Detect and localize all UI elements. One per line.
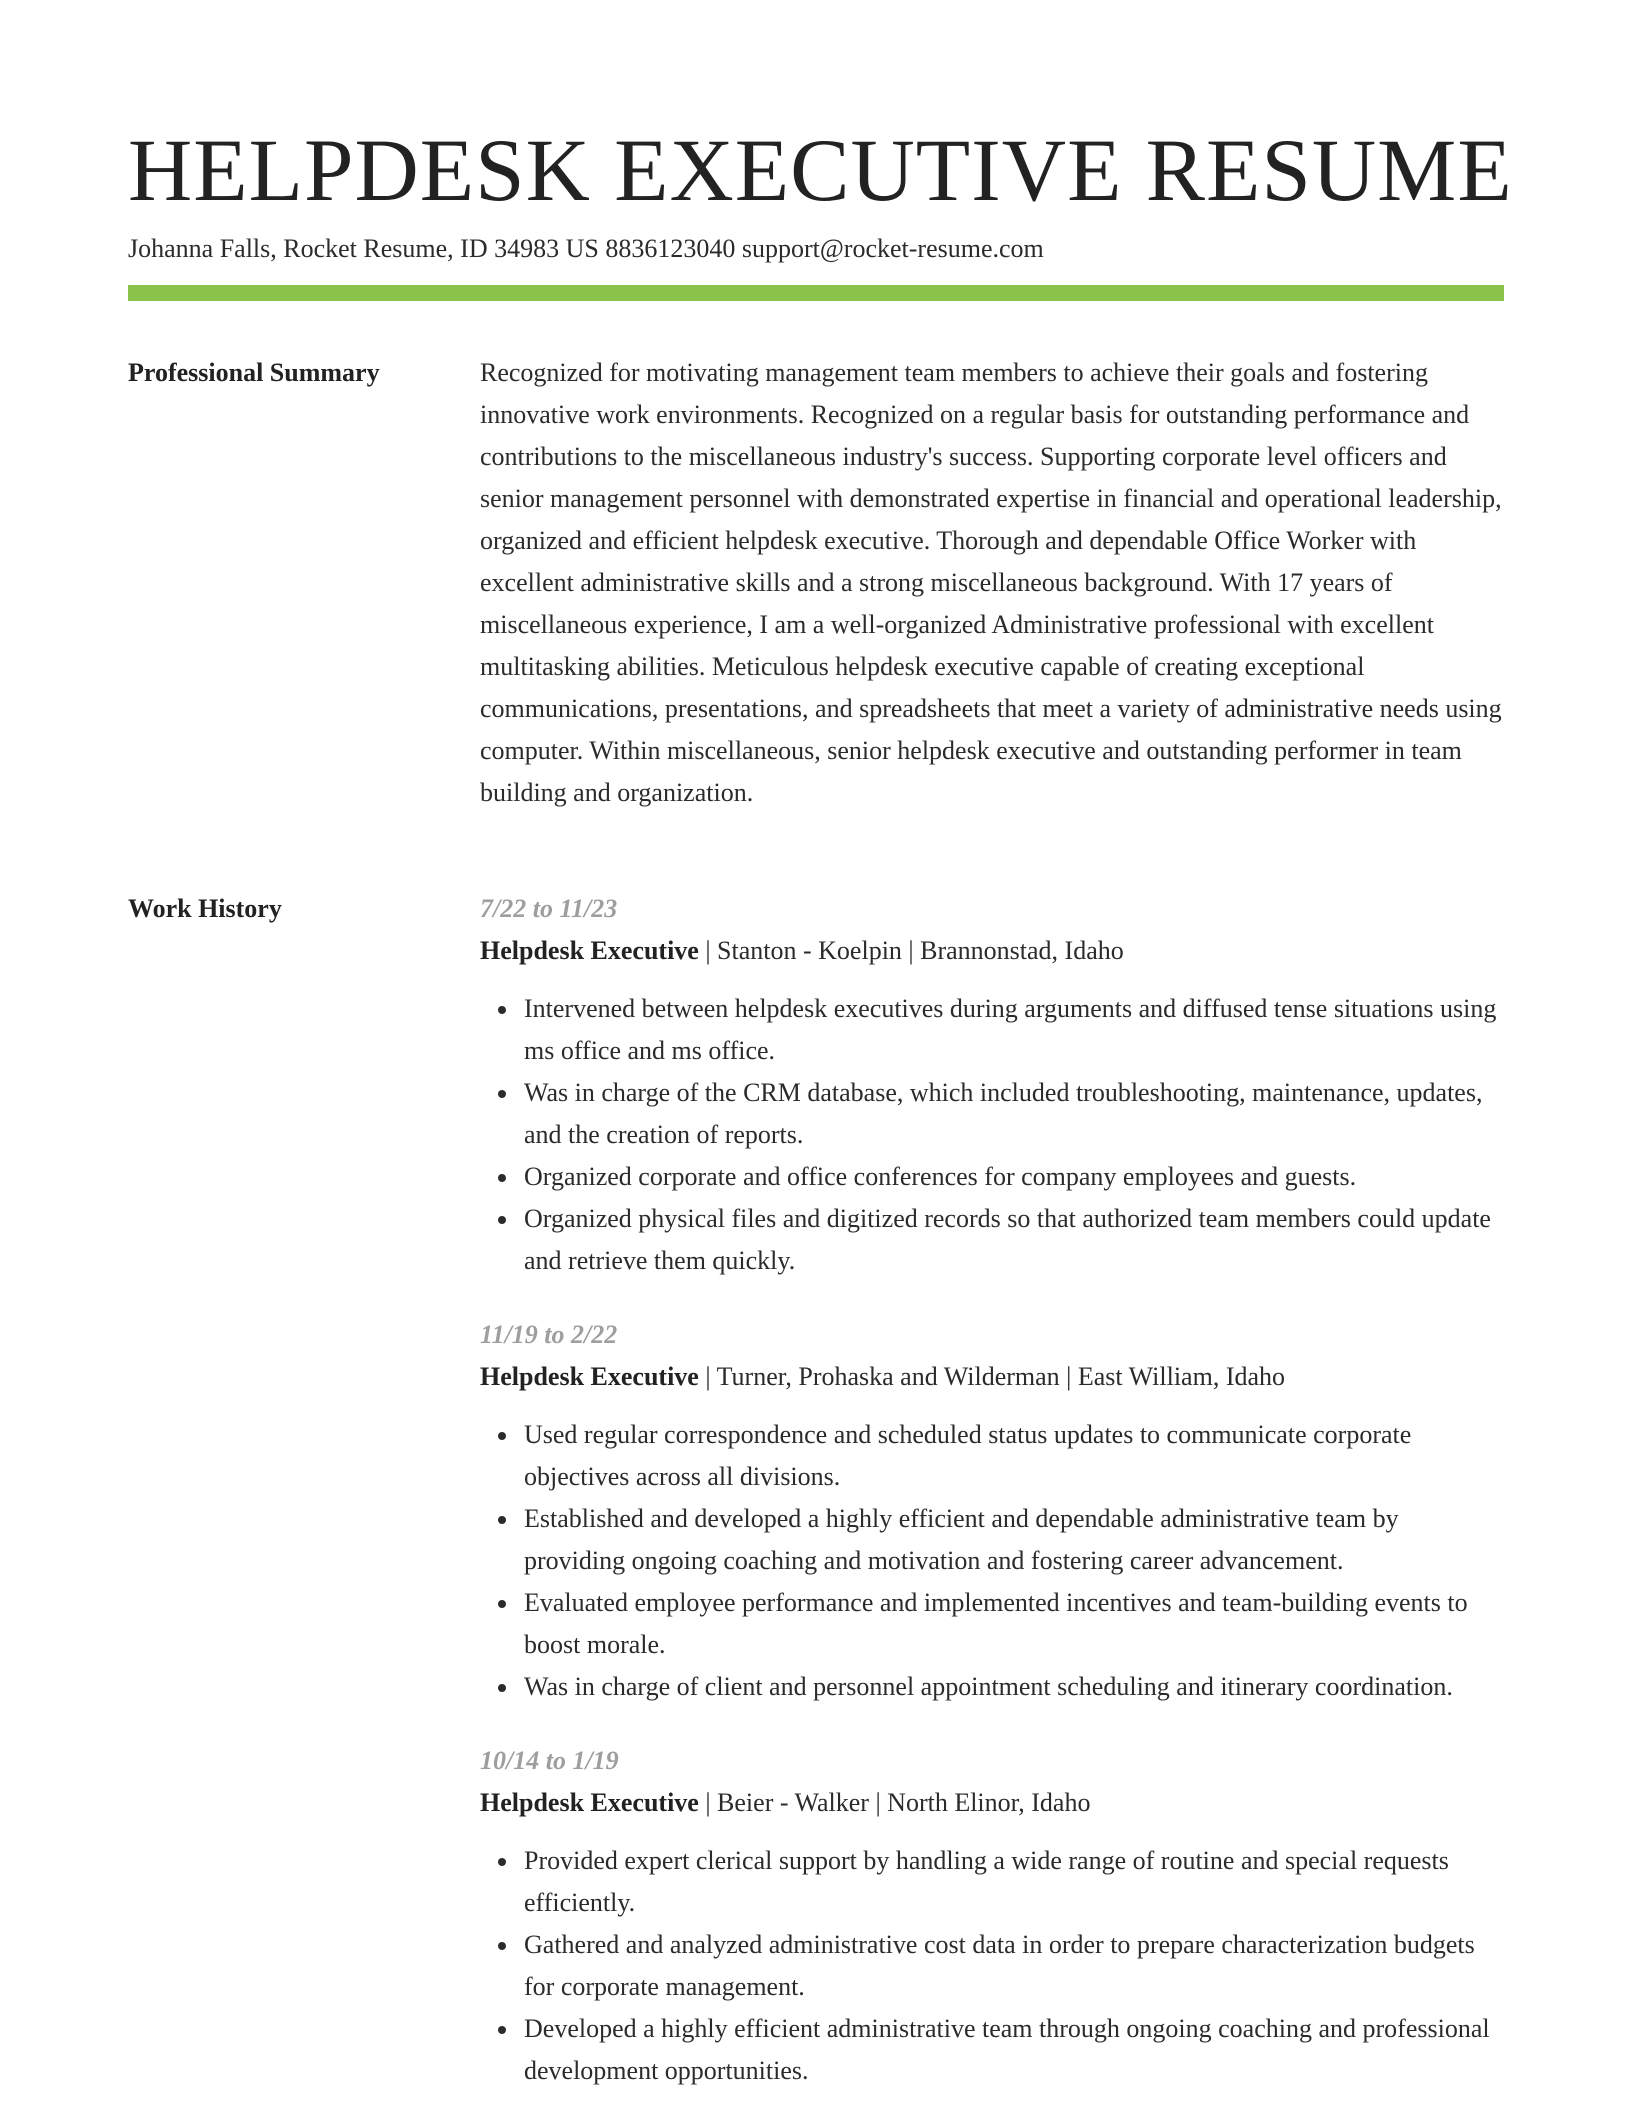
summary-body	[480, 352, 1504, 814]
job-bullet: Was in charge of client and personnel appointment scheduling and itinerary coordination.	[524, 1666, 1504, 1708]
section-label-summary: Professional Summary	[128, 358, 380, 387]
job-bullet: Gathered and analyzed administrative cost data in order to prepare characterization budgets for corporate management.	[524, 1924, 1504, 2008]
job-entry	[480, 1314, 1504, 1708]
job-bullet: Was in charge of the CRM database, which included troubleshooting, maintenance, updates, and the creation of reports.	[524, 1072, 1504, 1156]
job-title: Helpdesk Executive	[480, 1362, 699, 1391]
summary-text: Recognized for motivating management team members to achieve their goals and fostering innovative work environments. Recognized on a regular basis for outstanding performance and contributions to the miscellaneous industry's success. Supporting corporate level officers and senior management personnel with demonstrated expertise in financial and operational leadership, organized and efficient helpdesk executive. Thorough and dependable Office Worker with excellent administrative skills and a strong miscellaneous background. With 17 years of miscellaneous experience, I am a well-organized Administrative professional with excellent multitasking abilities. Meticulous helpdesk executive capable of creating exceptional communications, presentations, and spreadsheets that meet a variety of administrative needs using computer. Within miscellaneous, senior helpdesk executive and outstanding performer in team building and organization.	[480, 358, 1502, 807]
job-entry	[480, 1740, 1504, 2092]
job-details: | Beier - Walker | North Elinor, Idaho	[698, 1788, 1091, 1817]
resume-title: HELPDESK EXECUTIVE RESUME	[128, 122, 1513, 220]
job-details: | Turner, Prohaska and Wilderman | East William, Idaho	[698, 1362, 1286, 1391]
job-bullet: Provided expert clerical support by handling a wide range of routine and special requests efficiently.	[524, 1840, 1504, 1924]
job-bullet: Developed a highly efficient administrative team through ongoing coaching and professional development opportunities.	[524, 2008, 1504, 2092]
job-bullet-list	[480, 1414, 1504, 1708]
job-title: Helpdesk Executive	[480, 936, 699, 965]
job-bullet: Organized physical files and digitized records so that authorized team members could update and retrieve them quickly.	[524, 1198, 1504, 1282]
accent-divider	[128, 285, 1504, 301]
job-bullet: Evaluated employee performance and implemented incentives and team-building events to boost morale.	[524, 1582, 1504, 1666]
job-title: Helpdesk Executive	[480, 1788, 699, 1817]
job-bullet-list	[480, 1840, 1504, 2092]
job-details: | Stanton - Koelpin | Brannonstad, Idaho	[698, 936, 1124, 965]
job-dates: 11/19 to 2/22	[480, 1320, 618, 1349]
job-bullet: Organized corporate and office conferences for company employees and guests.	[524, 1156, 1504, 1198]
contact-line: Johanna Falls, Rocket Resume, ID 34983 US 8836123040 support@rocket-resume.com	[128, 234, 1044, 263]
section-label-work-history: Work History	[128, 894, 282, 923]
work-history-body	[480, 888, 1504, 2124]
job-bullet-list	[480, 988, 1504, 1282]
job-heading	[480, 930, 1504, 972]
job-entry	[480, 888, 1504, 1282]
job-bullet: Used regular correspondence and scheduled status updates to communicate corporate objectives across all divisions.	[524, 1414, 1504, 1498]
job-dates: 10/14 to 1/19	[480, 1746, 619, 1775]
job-heading	[480, 1356, 1504, 1398]
job-heading	[480, 1782, 1504, 1824]
job-dates: 7/22 to 11/23	[480, 894, 618, 923]
job-bullet: Intervened between helpdesk executives during arguments and diffused tense situations using ms office and ms office.	[524, 988, 1504, 1072]
job-bullet: Established and developed a highly efficient and dependable administrative team by providing ongoing coaching and motivation and fostering career advancement.	[524, 1498, 1504, 1582]
